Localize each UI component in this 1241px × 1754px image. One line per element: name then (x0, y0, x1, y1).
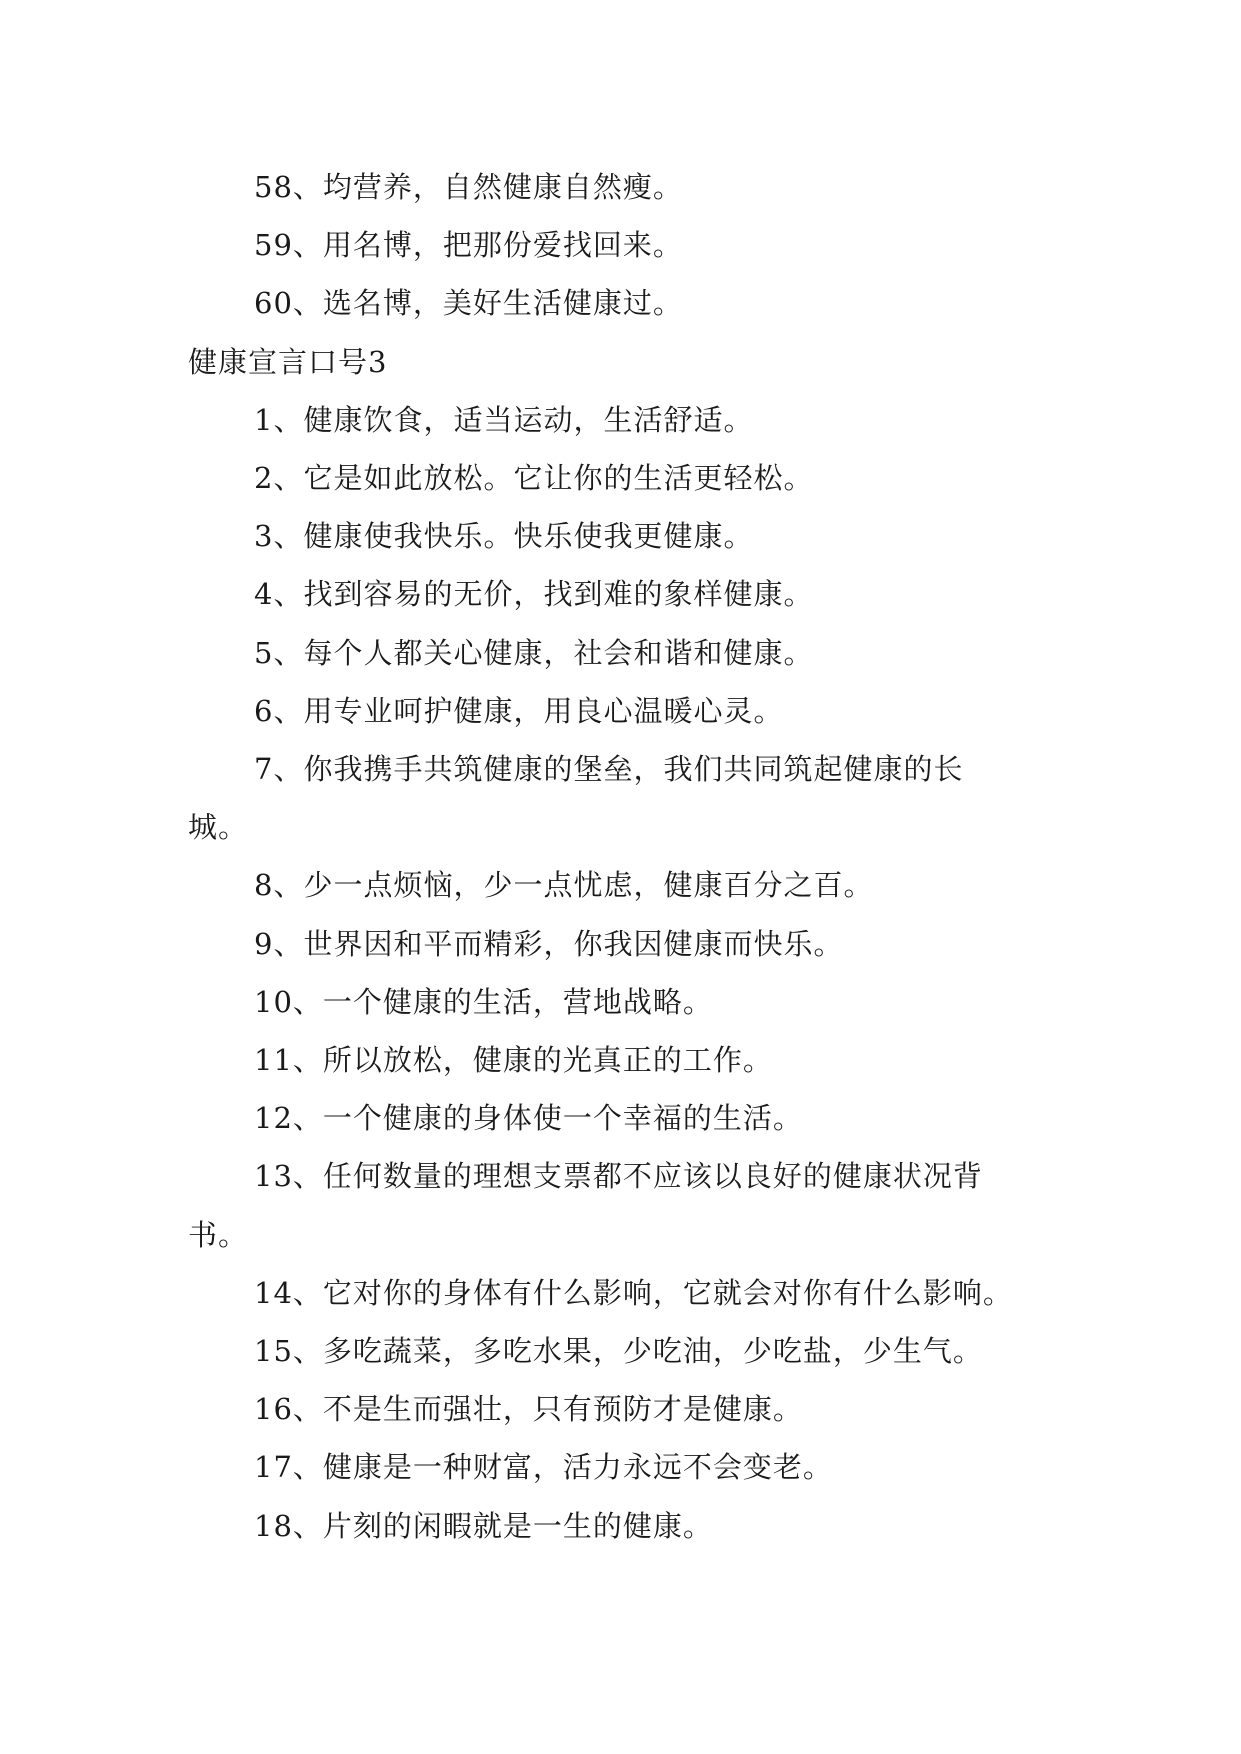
slogan-7: 7、你我携手共筑健康的堡垒，我们共同筑起健康的长 (254, 752, 964, 787)
slogan-7-continuation: 城。 (188, 810, 249, 845)
slogan-11: 11、所以放松，健康的光真正的工作。 (254, 1043, 773, 1078)
slogan-10: 10、一个健康的生活，营地战略。 (254, 984, 713, 1019)
slogan-5: 5、每个人都关心健康，社会和谐和健康。 (254, 635, 814, 670)
slogan-1: 1、健康饮食，适当运动，生活舒适。 (254, 402, 754, 437)
document-body (188, 158, 1068, 1555)
slogan-14: 14、它对你的身体有什么影响，它就会对你有什么影响。 (254, 1275, 1013, 1310)
slogan-16: 16、不是生而强壮，只有预防才是健康。 (254, 1392, 803, 1427)
slogan-9: 9、世界因和平而精彩，你我因健康而快乐。 (254, 926, 844, 961)
slogan-60: 60、选名博，美好生活健康过。 (254, 286, 683, 321)
slogan-18: 18、片刻的闲暇就是一生的健康。 (254, 1508, 713, 1543)
slogan-13-continuation: 书。 (188, 1217, 249, 1252)
slogan-4: 4、找到容易的无价，找到难的象样健康。 (254, 577, 814, 612)
slogan-12: 12、一个健康的身体使一个幸福的生活。 (254, 1101, 803, 1136)
slogan-13: 13、任何数量的理想支票都不应该以良好的健康状况背 (254, 1159, 983, 1194)
slogan-17: 17、健康是一种财富，活力永远不会变老。 (254, 1450, 833, 1485)
slogan-6: 6、用专业呵护健康，用良心温暖心灵。 (254, 693, 784, 728)
slogan-59: 59、用名博，把那份爱找回来。 (254, 228, 683, 263)
slogan-2: 2、它是如此放松。它让你的生活更轻松。 (254, 461, 814, 496)
slogan-15: 15、多吃蔬菜，多吃水果，少吃油，少吃盐，少生气。 (254, 1334, 983, 1369)
section-heading: 健康宣言口号3 (188, 344, 388, 379)
slogan-58: 58、均营养，自然健康自然瘦。 (254, 170, 683, 204)
slogan-8: 8、少一点烦恼，少一点忧虑，健康百分之百。 (254, 868, 874, 903)
slogan-3: 3、健康使我快乐。快乐使我更健康。 (254, 519, 754, 554)
